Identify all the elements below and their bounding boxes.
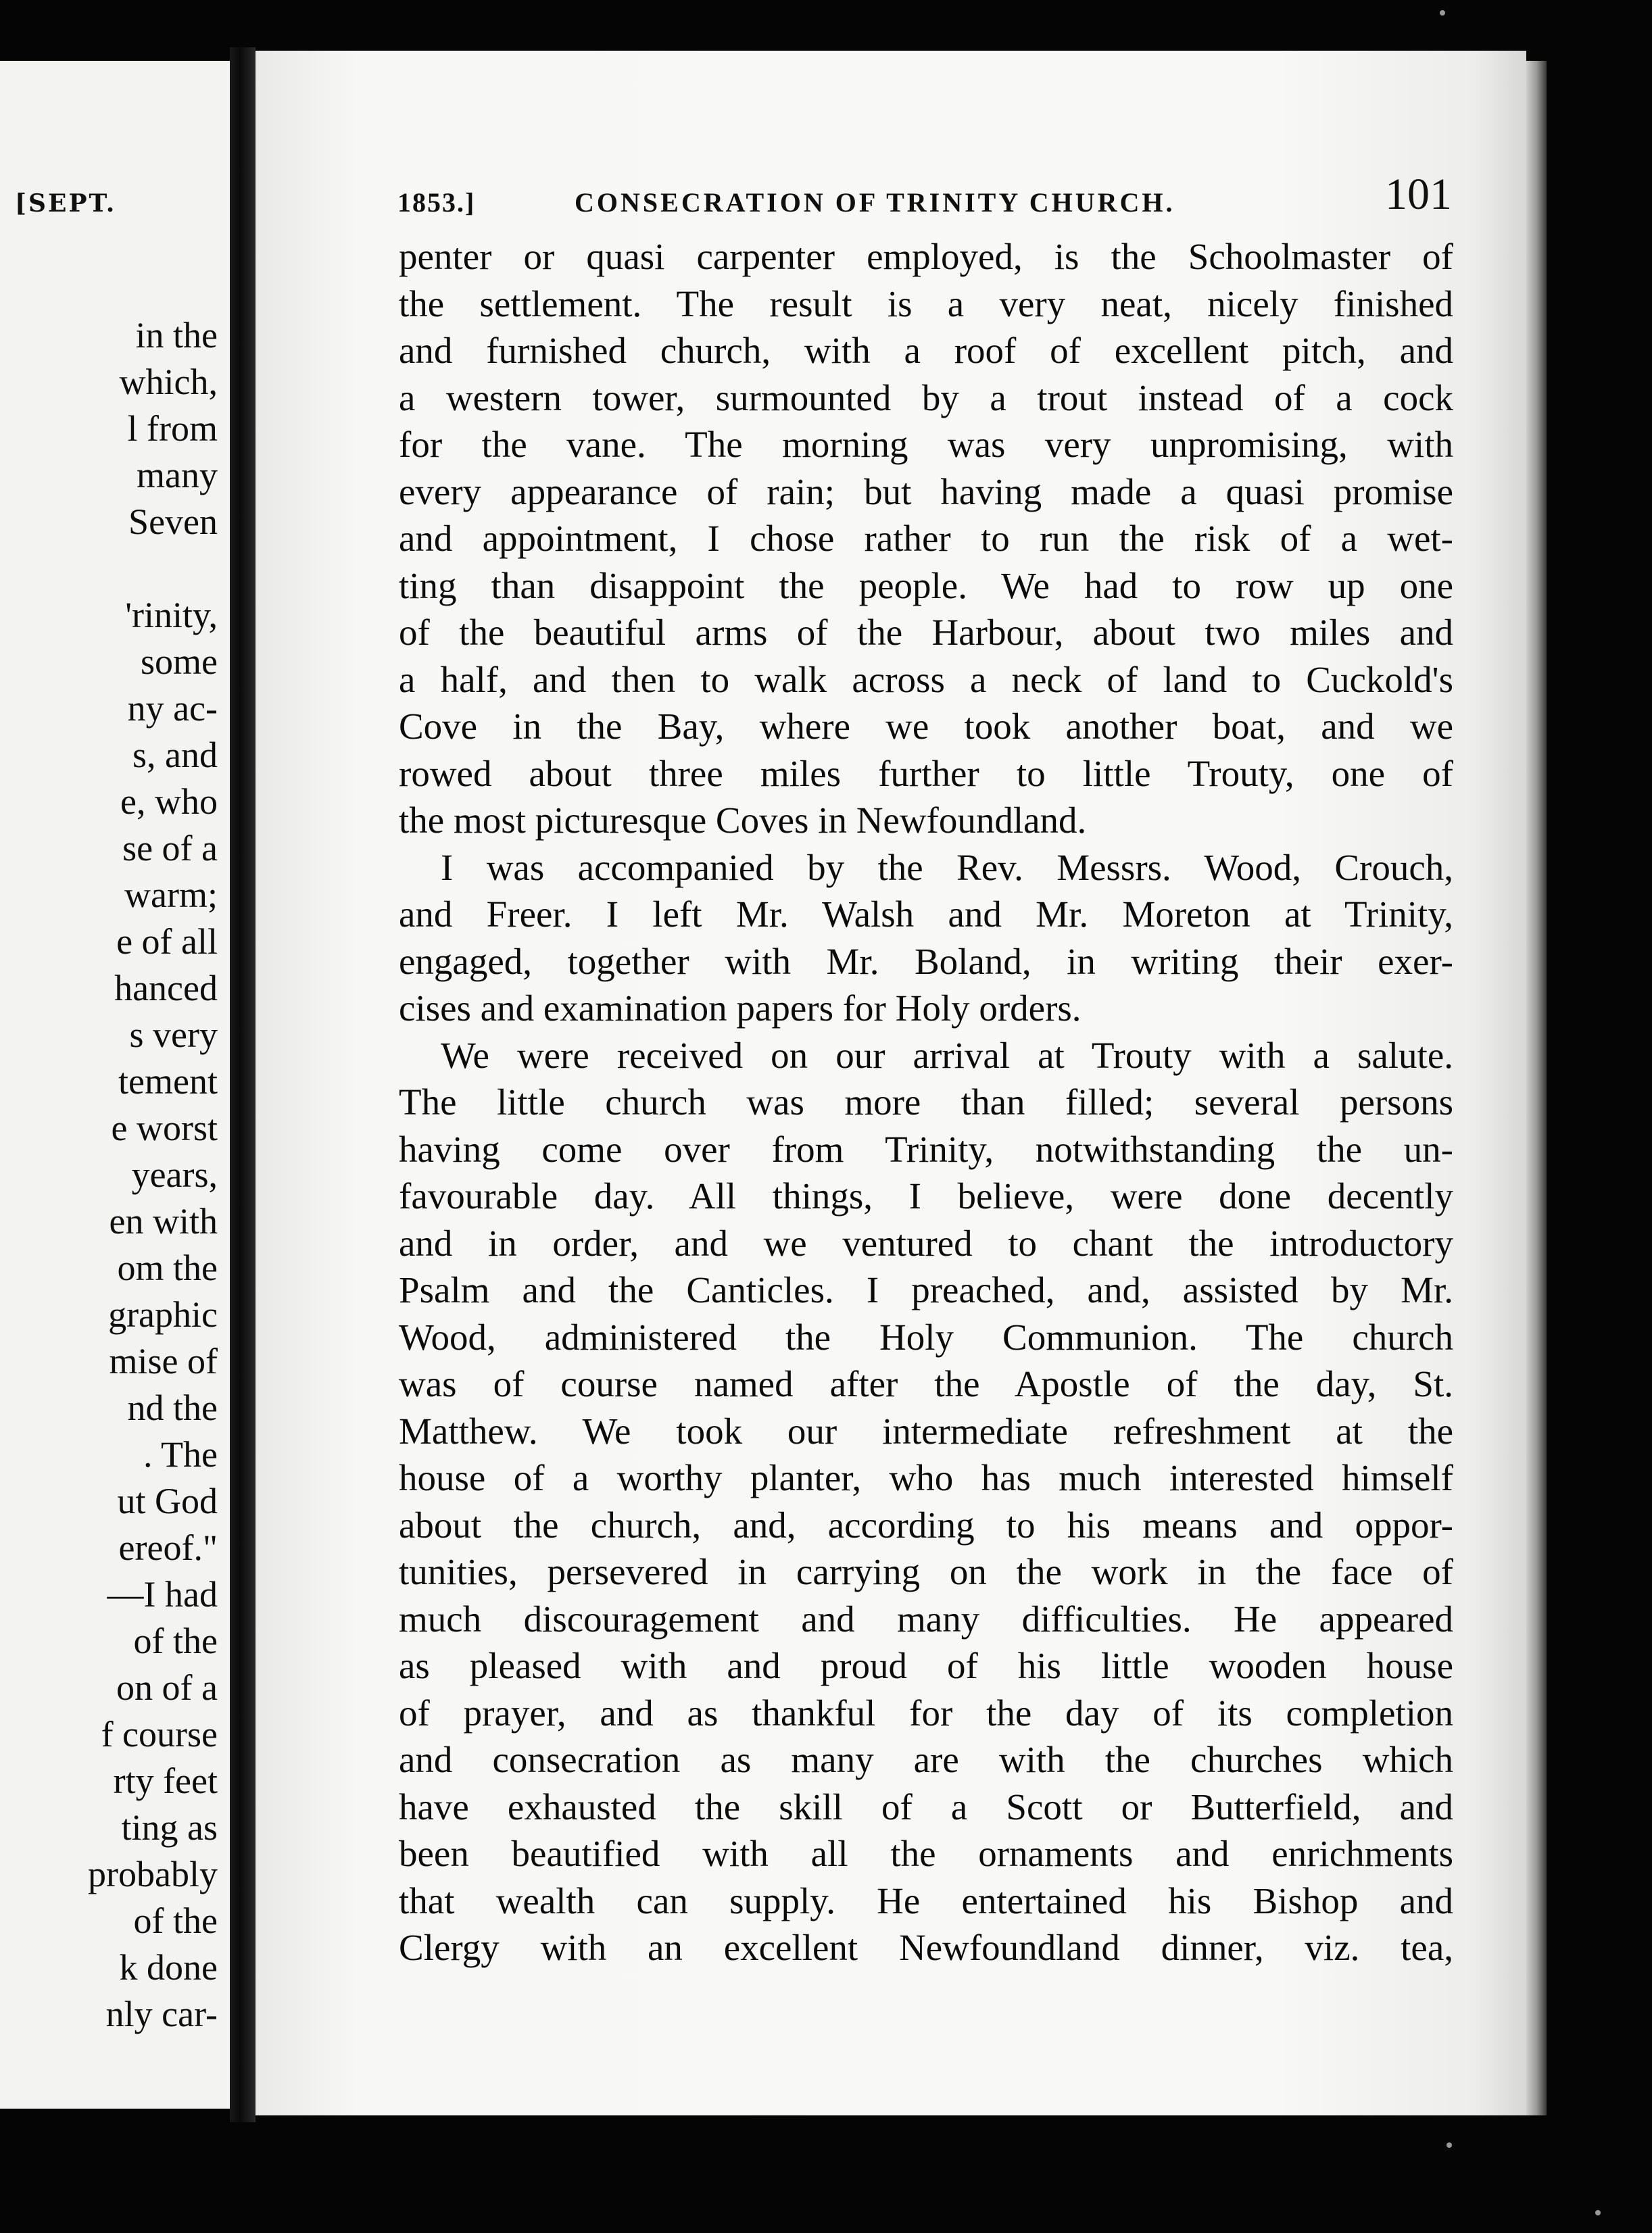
left-page-fragment xyxy=(0,61,230,2109)
page-edge xyxy=(1526,61,1547,2115)
paragraph xyxy=(399,233,1453,844)
text-line: a half, and then to walk across a neck of land to Cuckold's xyxy=(399,658,1453,700)
left-text-line: . The xyxy=(143,1434,218,1475)
left-text-line xyxy=(88,545,218,592)
text-line: for the vane. The morning was very unpromising, with xyxy=(399,424,1453,465)
page-number: 101 xyxy=(1385,170,1452,219)
text-line: cises and examination papers for Holy orders. xyxy=(399,987,1082,1029)
left-text-line: probably xyxy=(88,1854,218,1894)
left-text-line: which, xyxy=(119,362,218,402)
left-text-line: ut God xyxy=(117,1481,218,1521)
text-line: a western tower, surmounted by a trout instead of a cock xyxy=(399,376,1453,418)
left-text-line: 'rinity, xyxy=(125,595,218,635)
text-line: Cove in the Bay, where we took another boat, and we xyxy=(399,706,1453,747)
text-line: and Freer. I left Mr. Walsh and Mr. Moreton at Trinity, xyxy=(399,893,1453,935)
left-text-line: tement xyxy=(118,1061,218,1102)
scan-speck xyxy=(1447,2142,1452,2148)
left-text-line: some xyxy=(141,641,218,682)
text-line: engaged, together with Mr. Boland, in writing their exer- xyxy=(399,940,1453,982)
text-line: Clergy with an excellent Newfoundland dinner, viz. tea, xyxy=(399,1927,1453,1968)
book-gutter xyxy=(230,47,256,2122)
left-text-line: in the xyxy=(135,315,218,355)
text-line: The little church was more than filled; several persons xyxy=(399,1081,1453,1123)
running-title: CONSECRATION OF TRINITY CHURCH. xyxy=(575,187,1175,218)
body-text xyxy=(399,233,1453,1971)
left-text-line: e of all xyxy=(116,921,218,962)
scan-speck xyxy=(1440,10,1445,16)
text-line: I was accompanied by the Rev. Messrs. Wood, Crouch, xyxy=(441,846,1453,888)
text-line: and in order, and we ventured to chant the introductory xyxy=(399,1222,1453,1264)
text-line: about the church, and, according to his means and oppor- xyxy=(399,1504,1453,1546)
left-text-line: se of a xyxy=(122,828,218,868)
left-text-line: nd the xyxy=(127,1388,218,1428)
left-text-line: s, and xyxy=(132,735,218,775)
text-line: and consecration as many are with the churches which xyxy=(399,1739,1453,1780)
left-text-line: Seven xyxy=(128,501,218,542)
text-line: that wealth can supply. He entertained his Bishop and xyxy=(399,1880,1453,1921)
text-line: tunities, persevered in carrying on the work in the face of xyxy=(399,1551,1453,1592)
text-line: as pleased with and proud of his little wooden house xyxy=(399,1645,1453,1686)
left-text-line: hanced xyxy=(114,968,218,1008)
text-line: favourable day. All things, I believe, were done decently xyxy=(399,1175,1453,1217)
text-line: Matthew. We took our intermediate refreshment at the xyxy=(399,1410,1453,1452)
text-line: have exhausted the skill of a Scott or Butterfield, and xyxy=(399,1786,1453,1827)
left-text-line: nly car- xyxy=(105,1994,218,2034)
text-line: and furnished church, with a roof of excellent pitch, and xyxy=(399,330,1453,371)
text-line: much discouragement and many difficulties. He appeared xyxy=(399,1598,1453,1640)
text-line: been beautified with all the ornaments and enrichments xyxy=(399,1833,1453,1874)
text-line: of prayer, and as thankful for the day of its completion xyxy=(399,1692,1453,1734)
text-line: house of a worthy planter, who has much interested himself xyxy=(399,1457,1453,1498)
left-text-line: on of a xyxy=(116,1667,218,1708)
text-line: the most picturesque Coves in Newfoundland. xyxy=(399,800,1087,841)
left-text-line: s very xyxy=(129,1014,218,1055)
text-line: and appointment, I chose rather to run the risk of a wet- xyxy=(399,518,1453,559)
left-text-line: ny ac- xyxy=(127,688,218,729)
header-year: 1853.] xyxy=(397,187,476,218)
paragraph xyxy=(399,844,1453,1032)
left-text-line: rty feet xyxy=(113,1761,218,1801)
text-line: the settlement. The result is a very neat, nicely finished xyxy=(399,283,1453,324)
left-text-line: of the xyxy=(133,1621,218,1661)
left-page-text xyxy=(88,312,218,2038)
text-line: ting than disappoint the people. We had to row up one xyxy=(399,564,1453,606)
left-text-line: years, xyxy=(131,1154,218,1195)
left-text-line: warm; xyxy=(124,875,218,915)
left-text-line: en with xyxy=(109,1201,218,1242)
text-line: of the beautiful arms of the Harbour, about two miles and xyxy=(399,612,1453,653)
left-text-line: graphic xyxy=(108,1294,218,1335)
text-line: penter or quasi carpenter employed, is the Schoolmaster of xyxy=(399,236,1453,277)
left-running-head: [SEPT. xyxy=(15,189,117,218)
left-text-line: e worst xyxy=(111,1108,218,1148)
left-text-line: —I had xyxy=(107,1574,218,1615)
left-text-line: e, who xyxy=(120,781,218,822)
left-text-line: f course xyxy=(101,1714,218,1754)
text-line: Wood, administered the Holy Communion. The church xyxy=(399,1316,1453,1358)
left-text-line: of the xyxy=(133,1900,218,1941)
left-text-line: l from xyxy=(127,408,218,449)
scan-speck xyxy=(1595,2210,1601,2215)
text-line: every appearance of rain; but having made a quasi promise xyxy=(399,470,1453,512)
left-text-line: om the xyxy=(117,1248,218,1288)
right-page xyxy=(256,51,1526,2115)
left-text-line: k done xyxy=(119,1947,218,1988)
text-line: was of course named after the Apostle of the day, St. xyxy=(399,1363,1453,1404)
left-text-line: many xyxy=(137,455,218,495)
left-text-line: ting as xyxy=(121,1807,218,1848)
left-text-line: ereof." xyxy=(118,1527,218,1568)
page-header xyxy=(397,169,1452,230)
text-line: Psalm and the Canticles. I preached, and, assisted by Mr. xyxy=(399,1269,1453,1310)
text-line: having come over from Trinity, notwithstanding the un- xyxy=(399,1128,1453,1170)
paragraph xyxy=(399,1032,1453,1971)
text-line: rowed about three miles further to little Trouty, one of xyxy=(399,752,1453,794)
text-line: We were received on our arrival at Trouty with a salute. xyxy=(441,1034,1453,1076)
left-text-line: mise of xyxy=(109,1341,218,1381)
